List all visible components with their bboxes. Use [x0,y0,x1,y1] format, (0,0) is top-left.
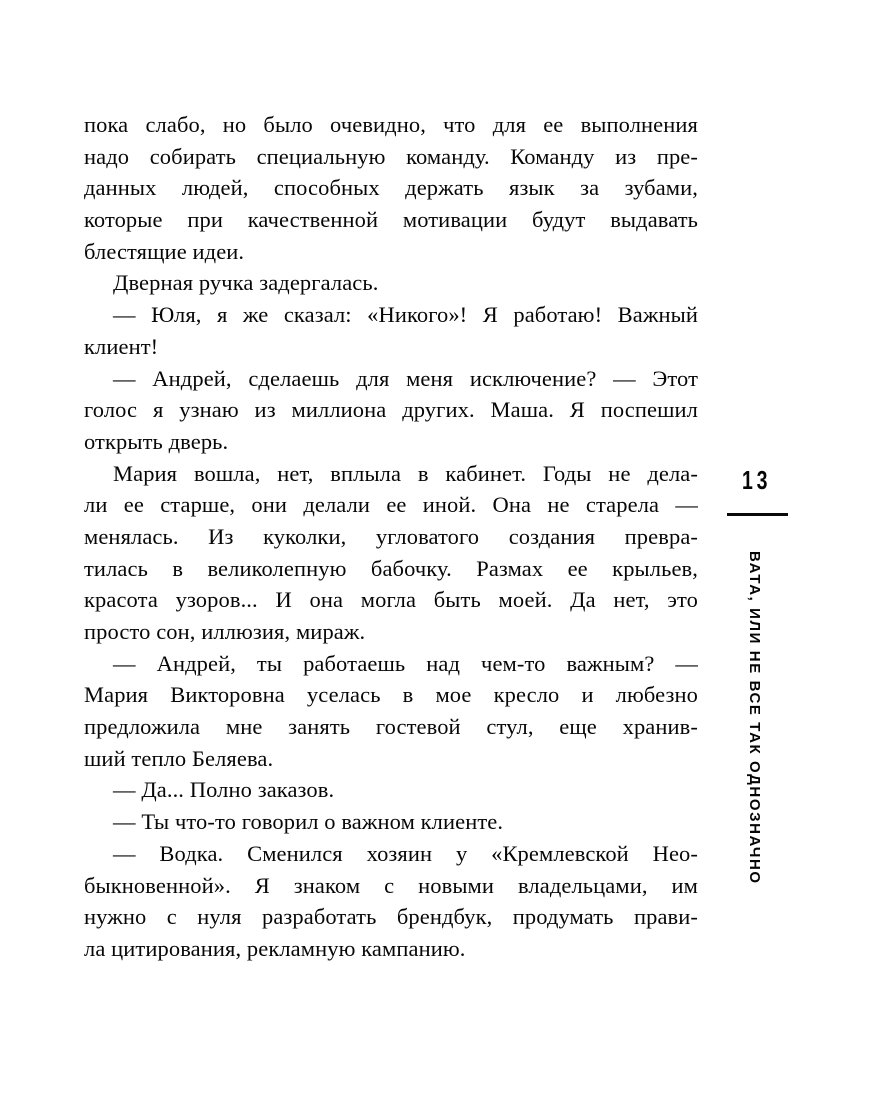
text-line: нужно с нуля разработать брендбук, продумать прави- [84,904,698,930]
text-line: просто сон, иллюзия, мираж. [84,619,366,644]
text-line: голос я узнаю из миллиона других. Маша. Я поспешил [84,397,698,423]
paragraph [84,774,698,806]
text-line: — Андрей, сделаешь для меня исключение? — Этот [113,365,698,391]
text-line: Дверная ручка задергалась. [113,270,379,296]
text-line: красота узоров... И она могла быть моей. Да нет, это [84,587,698,613]
text-line: клиент! [84,333,159,359]
paragraph [84,267,698,299]
text-line: которые при качественной мотивации будут выдавать [84,207,698,233]
text-line: открыть дверь. [84,428,229,454]
text-line: Мария Викторовна уселась в мое кресло и любезно [84,682,698,708]
text-line: данных людей, способных держать язык за зубами, [84,175,698,201]
text-line: — Ты что-то говорил о важном клиенте. [113,809,504,835]
text-line: надо собирать специальную команду. Команду из пре- [84,143,698,169]
paragraph [84,458,698,648]
margin-rule [727,513,788,516]
paragraph [84,648,698,775]
text-line: предложила мне занять гостевой стул, еще хранив- [84,714,698,740]
page-number: 13 [742,465,772,495]
text-line: блестящие идеи. [84,238,245,264]
text-line: ла цитирования, рекламную кампанию. [84,935,466,961]
body-text [84,109,698,965]
text-line: Мария вошла, нет, вплыла в кабинет. Годы не дела- [113,460,698,486]
paragraph [84,806,698,838]
paragraph [84,363,698,458]
text-line: ли ее старше, они делали ее иной. Она не старела — [84,492,698,518]
text-line: быкновенной». Я знаком с новыми владельцами, им [84,872,698,898]
text-line: тилась в великолепную бабочку. Размах ее крыльев, [84,555,698,581]
text-line: пока слабо, но было очевидно, что для ее выполнения [84,112,698,137]
text-line: — Да... Полно заказов. [113,777,335,803]
text-line: — Водка. Сменился хозяин у «Кремлевской Нео- [113,840,698,866]
paragraph [84,299,698,362]
text-line: — Юля, я же сказал: «Никого»! Я работаю! Важный [113,302,698,328]
text-line: менялась. Из куколки, угловатого создания превра- [84,523,698,549]
text-line: ший тепло Беляева. [84,745,274,771]
text-line: — Андрей, ты работаешь над чем-то важным? — [113,650,698,676]
paragraph [84,109,698,267]
margin-title: ВАТА, ИЛИ НЕ ВСЕ ТАК ОДНОЗНАЧНО [746,551,763,885]
paragraph [84,838,698,965]
